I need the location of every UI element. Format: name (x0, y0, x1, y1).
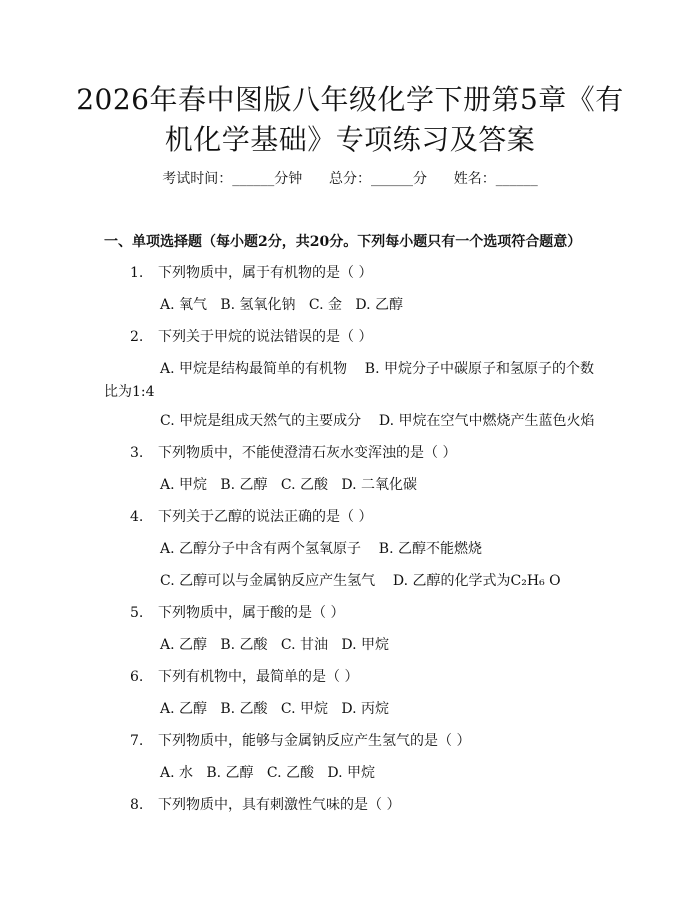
question-text: 下列关于甲烷的说法错误的是（ ） (158, 329, 373, 345)
question-3 (130, 442, 456, 462)
question-3-options: A. 甲烷 B. 乙醇 C. 乙酸 D. 二氧化碳 (160, 477, 417, 493)
question-2-options-continuation: 比为1:4 (104, 384, 155, 400)
question-text: 下列物质中，属于酸的是（ ） (158, 605, 345, 621)
question-number: 5. (130, 605, 144, 621)
question-text: 下列关于乙醇的说法正确的是（ ） (158, 509, 373, 525)
question-number: 6. (130, 669, 144, 685)
question-4-options-line-2: C. 乙醇可以与金属钠反应产生氢气 D. 乙醇的化学式为C₂H₆ O (160, 573, 561, 589)
document-title (60, 80, 640, 160)
question-1-options: A. 氧气 B. 氢氧化钠 C. 金 D. 乙醇 (160, 297, 403, 313)
question-number: 7. (130, 733, 144, 749)
question-number: 3. (130, 445, 144, 461)
question-4-options-line-1: A. 乙醇分子中含有两个氢氧原子 B. 乙醇不能燃烧 (160, 541, 482, 557)
question-text: 下列物质中，具有刺激性气味的是（ ） (158, 797, 401, 813)
title-line-2: 机化学基础》专项练习及答案 (164, 123, 536, 156)
question-5 (130, 602, 344, 622)
question-number: 1. (130, 265, 144, 281)
question-number: 4. (130, 509, 144, 525)
question-text: 下列物质中，能够与金属钠反应产生氢气的是（ ） (158, 733, 471, 749)
question-2 (130, 326, 372, 346)
question-8 (130, 794, 400, 814)
question-6 (130, 666, 358, 686)
section-heading: 一、单项选择题（每小题2分，共20分。下列每小题只有一个选项符合题意） (104, 234, 582, 250)
exam-info-line: 考试时间：______分钟 总分：______分 姓名：______ (162, 171, 538, 187)
question-6-options: A. 乙醇 B. 乙酸 C. 甲烷 D. 丙烷 (160, 701, 389, 717)
question-text: 下列有机物中，最简单的是（ ） (158, 669, 359, 685)
question-5-options: A. 乙醇 B. 乙酸 C. 甘油 D. 甲烷 (160, 637, 389, 653)
question-2-options-line-1: A. 甲烷是结构最简单的有机物 B. 甲烷分子中碳原子和氢原子的个数 (160, 361, 594, 377)
question-number: 2. (130, 329, 144, 345)
question-1 (130, 262, 372, 282)
question-7-options: A. 水 B. 乙醇 C. 乙酸 D. 甲烷 (160, 765, 375, 781)
question-text: 下列物质中，属于有机物的是（ ） (158, 265, 373, 281)
question-2-options-line-2: C. 甲烷是组成天然气的主要成分 D. 甲烷在空气中燃烧产生蓝色火焰 (160, 413, 595, 429)
title-line-1: 2026年春中图版八年级化学下册第5章《有 (76, 83, 624, 116)
question-text: 下列物质中，不能使澄清石灰水变浑浊的是（ ） (158, 445, 457, 461)
question-7 (130, 730, 470, 750)
question-4 (130, 506, 372, 526)
question-number: 8. (130, 797, 144, 813)
